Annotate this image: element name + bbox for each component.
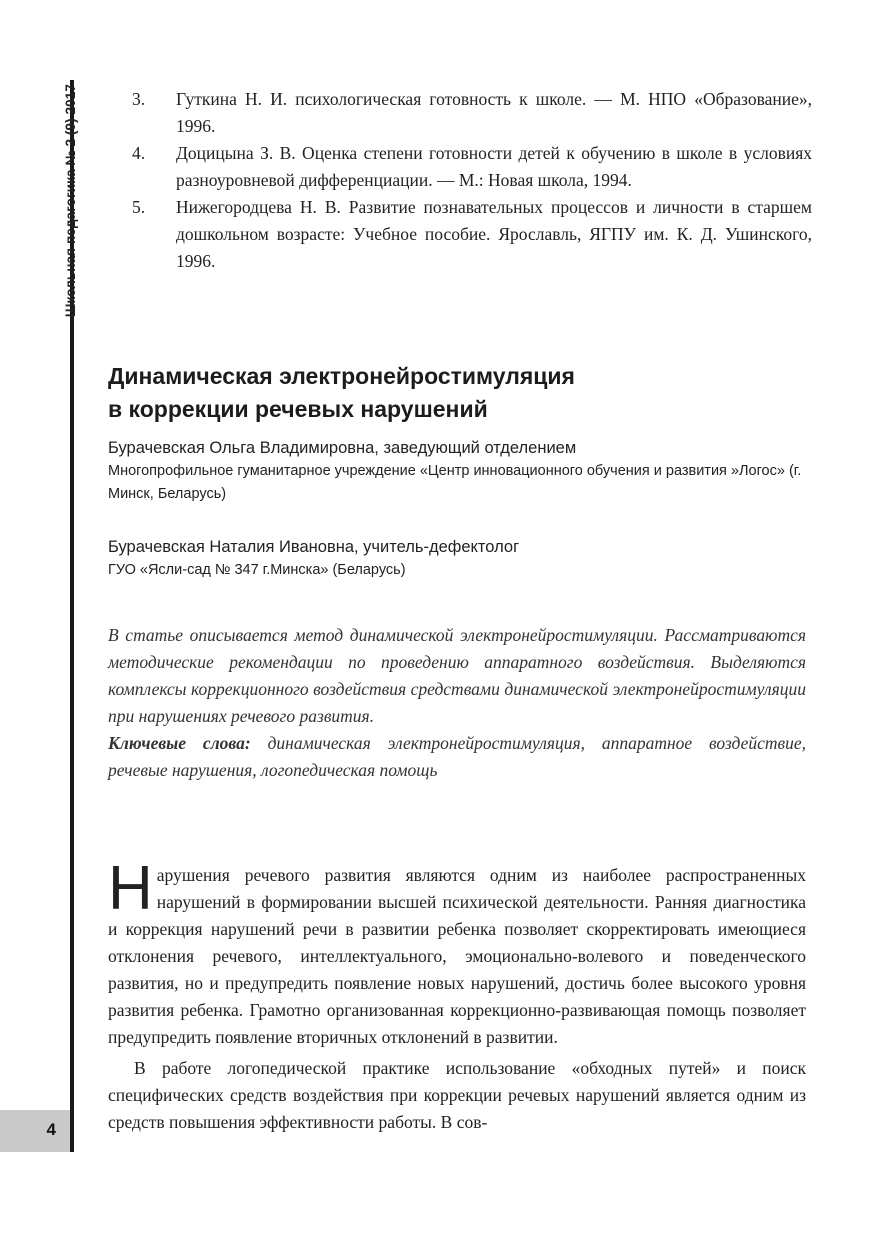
reference-number: 5. xyxy=(132,197,146,217)
reference-text: Гуткина Н. И. психологическая готовность к школе. — М. НПО «Образование», 1996. xyxy=(176,89,812,136)
reference-list xyxy=(132,86,812,275)
keywords-text: динамическая электронейростимуляция, аппаратное воздействие, речевые нарушения, логопедическая помощь xyxy=(108,733,806,780)
reference-text: Доцицына З. В. Оценка степени готовности детей к обучению в школе в условиях разноуровневой дифференциации. — М.: Новая школа, 1994. xyxy=(176,143,812,190)
reference-text: Нижегородцева Н. В. Развитие познавательных процессов и личности в старшем дошкольном возрасте: Учебное пособие. Ярославль, ЯГПУ им. К. Д. Ушинского, 1996. xyxy=(176,197,812,271)
reference-item xyxy=(132,86,812,140)
article-title xyxy=(108,360,808,426)
article-title-line: в коррекции речевых нарушений xyxy=(108,396,488,422)
author-affiliation: Многопрофильное гуманитарное учреждение «Центр инновационного обучения и развития »Логос» (г. Минск, Беларусь) xyxy=(108,463,802,502)
article-title-line: Динамическая электронейростимуляция xyxy=(108,363,575,389)
author-block xyxy=(108,436,828,506)
body-paragraph xyxy=(108,854,806,1051)
journal-running-header: Школьная педагогика № 2 (9) 2017 xyxy=(63,84,78,318)
abstract-text: В статье описывается метод динамической электронейростимуляции. Рассматриваются методические рекомендации по проведению аппаратного воздействия. Выделяются комплексы коррекционного воздействия средствами динамической электронейростимуляции при нарушениях речевого развития. xyxy=(108,625,806,726)
reference-item xyxy=(132,140,812,194)
author-block xyxy=(108,535,828,582)
abstract xyxy=(108,622,806,784)
page-number: 4 xyxy=(46,1120,56,1139)
drop-cap: Н xyxy=(108,854,153,923)
author-name: Бурачевская Ольга Владимировна, заведующий отделением xyxy=(108,439,577,457)
reference-number: 3. xyxy=(132,89,146,109)
reference-number: 4. xyxy=(132,143,146,163)
author-name: Бурачевская Наталия Ивановна, учитель-дефектолог xyxy=(108,538,520,556)
article-body xyxy=(108,854,806,1136)
paragraph-text: арушения речевого развития являются одним из наиболее распространенных нарушений в формировании высшей психической деятельности. Ранняя диагностика и коррекция нарушений речи в развитии ребенка позволяет скорректировать имеющиеся отклонения речевого, интеллектуального, эмоционально-волевого и поведенческого развития, но и предупредить появление новых нарушений, достичь более высокого уровня развития ребенка. Грамотно организованная коррекционно-развивающая помощь позволяет предупредить появление вторичных отклонений в развитии. xyxy=(108,865,806,1047)
body-paragraph: В работе логопедической практике использование «обходных путей» и поиск специфических средств воздействия при коррекции речевых нарушений является одним из средств повышения эффективности работы. В сов- xyxy=(108,1058,806,1132)
reference-item xyxy=(132,194,812,275)
page-number-box xyxy=(0,1110,70,1152)
author-affiliation: ГУО «Ясли-сад № 347 г.Минска» (Беларусь) xyxy=(108,562,406,578)
keywords-label: Ключевые слова: xyxy=(108,733,251,753)
